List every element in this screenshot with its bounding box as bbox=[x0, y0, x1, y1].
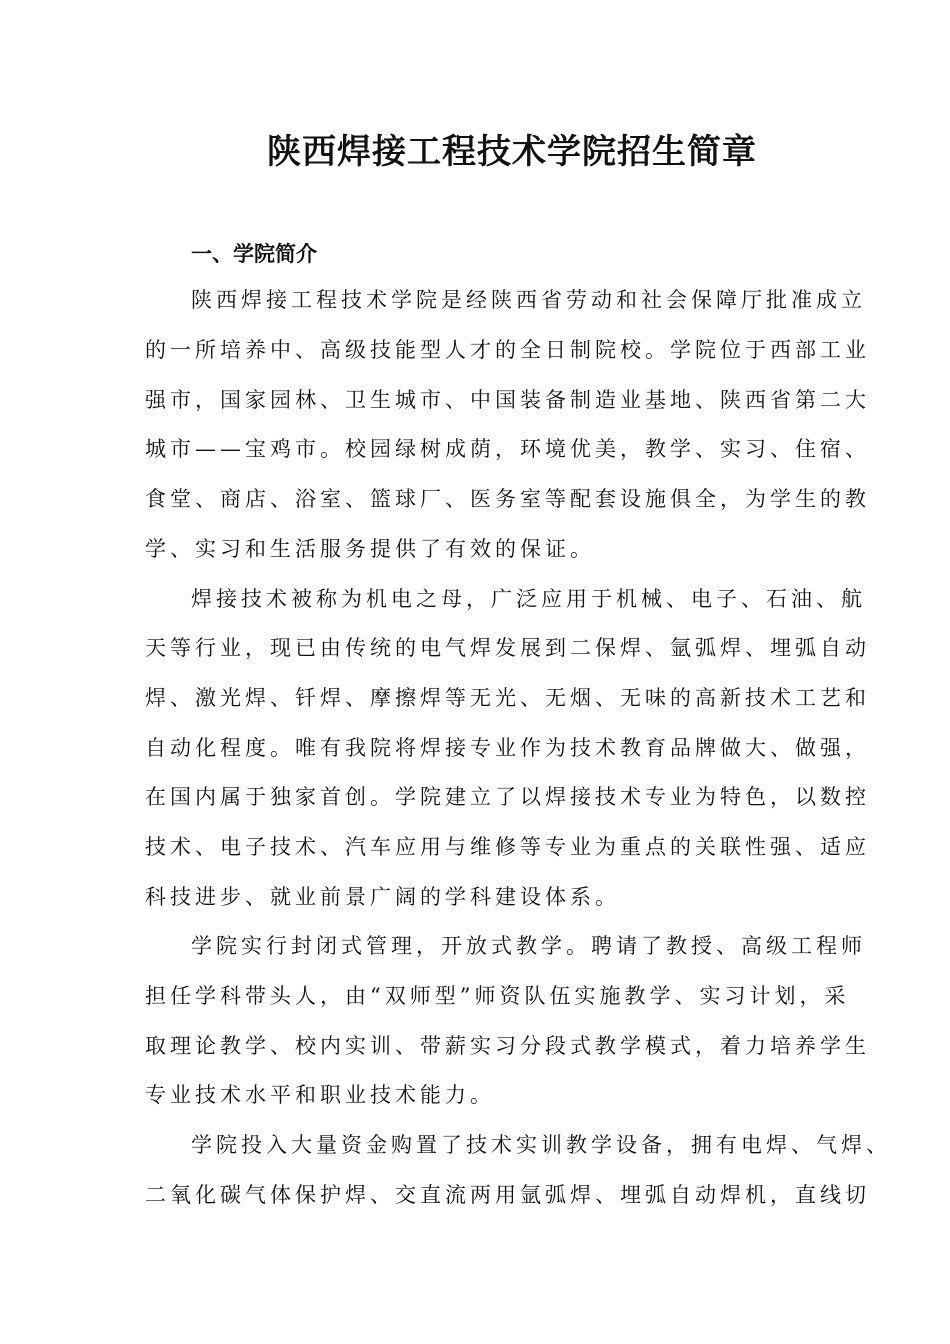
body-line: 学院实行封闭式管理，开放式教学。聘请了教授、高级工程师 bbox=[191, 934, 866, 958]
body-line: 学、实习和生活服务提供了有效的保证。 bbox=[145, 537, 595, 561]
document-title: 陕西焊接工程技术学院招生简章 bbox=[267, 132, 757, 172]
body-line: 天等行业，现已由传统的电气焊发展到二保焊、氩弧焊、埋弧自动 bbox=[145, 636, 870, 660]
body-line: 取理论教学、校内实训、带薪实习分段式教学模式，着力培养学生 bbox=[145, 1034, 870, 1058]
body-line: 专业技术水平和职业技术能力。 bbox=[145, 1083, 495, 1107]
body-line: 的一所培养中、高级技能型人才的全日制院校。学院位于西部工业 bbox=[145, 338, 870, 362]
body-line: 在国内属于独家首创。学院建立了以焊接技术专业为特色，以数控 bbox=[145, 785, 870, 809]
body-line: 学院投入大量资金购置了技术实训教学设备，拥有电焊、气焊、 bbox=[191, 1133, 891, 1157]
body-line: 二氧化碳气体保护焊、交直流两用氩弧焊、埋弧自动焊机，直线切 bbox=[145, 1183, 870, 1207]
body-line: 城市——宝鸡市。校园绿树成荫，环境优美，教学、实习、住宿、 bbox=[145, 437, 870, 461]
body-line: 技术、电子技术、汽车应用与维修等专业为重点的关联性强、适应 bbox=[145, 835, 870, 859]
body-line: 焊、激光焊、钎焊、摩擦焊等无光、无烟、无味的高新技术工艺和 bbox=[145, 686, 870, 710]
section-heading: 一、学院简介 bbox=[191, 242, 317, 266]
body-line: 食堂、商店、浴室、篮球厂、医务室等配套设施俱全，为学生的教 bbox=[145, 487, 870, 511]
body-line: 强市，国家园林、卫生城市、中国装备制造业基地、陕西省第二大 bbox=[145, 388, 870, 412]
body-line: 自动化程度。唯有我院将焊接专业作为技术教育品牌做大、做强， bbox=[145, 736, 870, 760]
body-line: 担任学科带头人，由“双师型”师资队伍实施教学、实习计划，采 bbox=[145, 984, 850, 1008]
body-line: 科技进步、就业前景广阔的学科建设体系。 bbox=[145, 885, 620, 909]
body-line: 陕西焊接工程技术学院是经陕西省劳动和社会保障厅批准成立 bbox=[191, 288, 866, 312]
body-line: 焊接技术被称为机电之母，广泛应用于机械、电子、石油、航 bbox=[191, 587, 866, 611]
